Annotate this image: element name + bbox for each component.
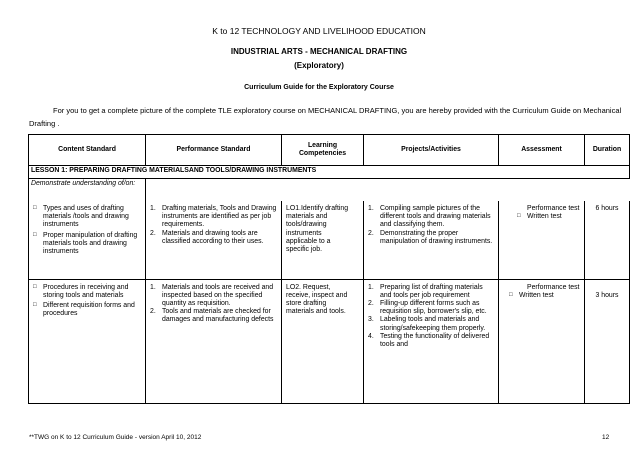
list-item: 1. Compiling sample pictures of the different tools and drawing materials and classifying them. [368,205,491,229]
demonstrate-row [29,179,630,202]
header-learning-competencies: Learning Competencies [282,135,364,166]
course-type: (Exploratory) [294,61,344,70]
course-title: INDUSTRIAL ARTS - MECHANICAL DRAFTING [230,47,408,56]
content-standard-cell [29,279,146,403]
list-item: Performance test [527,283,580,291]
duration-cell: 3 hours [585,279,630,403]
list-item: 2. Tools and materials are checked for damages and manufacturing defects [150,308,274,324]
header-assessment: Assessment [499,135,585,166]
demonstrate-text: Demonstrate understanding of/on: [29,179,146,202]
header-duration: Duration [585,135,630,166]
document-title: K to 12 TECHNOLOGY AND LIVELIHOOD EDUCATION [212,26,426,36]
performance-standard-cell [146,201,282,279]
list-item: 2. Demonstrating the proper manipulation of drawing instruments. [368,229,493,245]
list-item: 1. Drafting materials, Tools and Drawing instruments are identified as per job requirements. [150,205,277,229]
list-item: 2. Materials and drawing tools are classified according to their uses. [150,229,264,245]
activities-cell [364,279,499,403]
list-item: Performance test [527,205,580,212]
assessment-cell [499,201,585,279]
list-item: □ Written test [509,292,580,300]
curriculum-table [28,134,630,404]
list-item: □ Proper manipulation of drafting materials tools and drawing instruments [33,232,141,257]
performance-standard-cell [146,279,282,403]
list-item: 3. Labeling tools and materials and storing/safekeeping them properly. [368,316,486,332]
header-projects-activities: Projects/Activities [364,135,499,166]
activities-cell [364,201,499,279]
list-item: □ Types and uses of drafting materials /tools and drawing instruments [33,205,141,230]
list-item: 1. Preparing list of drafting materials and tools per job requirement [368,283,483,299]
table-row [29,201,630,279]
lesson-row [29,166,630,179]
table-row [29,279,630,403]
list-item: 2. Filling-up different forms such as requisition slip, borrower's slip, etc. [368,299,487,316]
table-header-row [29,135,630,166]
list-item: □ Different requisition forms and procedures [33,302,141,318]
header-performance-standard: Performance Standard [146,135,282,166]
header-content-standard: Content Standard [29,135,146,166]
content-standard-cell [29,201,146,279]
guide-title: Curriculum Guide for the Exploratory Course [244,84,394,91]
list-item: 1. Materials and tools are received and inspected based on the specified quantity as requisition. [150,283,274,307]
list-item: 4. Testing the functionality of delivered tools and [368,332,490,348]
intro-paragraph: For you to get a complete picture of the complete TLE exploratory course on MECHANICAL DRAFTING, you are hereby provided with the Curriculum Guide on Mechanical Drafting . [29,106,622,128]
competency-cell: LO2. Request, receive, inspect and store drafting materials and tools. [282,279,364,403]
duration-cell: 6 hours [585,201,630,279]
list-item: □ Procedures in receiving and storing tools and materials [33,284,141,300]
lesson-title: LESSON 1: PREPARING DRAFTING MATERIALSAND TOOLS/DRAWING INSTRUMENTS [29,166,630,179]
assessment-cell [499,279,585,403]
page-number: 12 [602,434,610,441]
footer-version: **TWG on K to 12 Curriculum Guide - version April 10, 2012 [29,434,202,441]
list-item: □ Written test [517,213,580,221]
competency-cell: LO1.Identify drafting materials and tools/drawing instruments applicable to a specific job. [282,201,364,279]
